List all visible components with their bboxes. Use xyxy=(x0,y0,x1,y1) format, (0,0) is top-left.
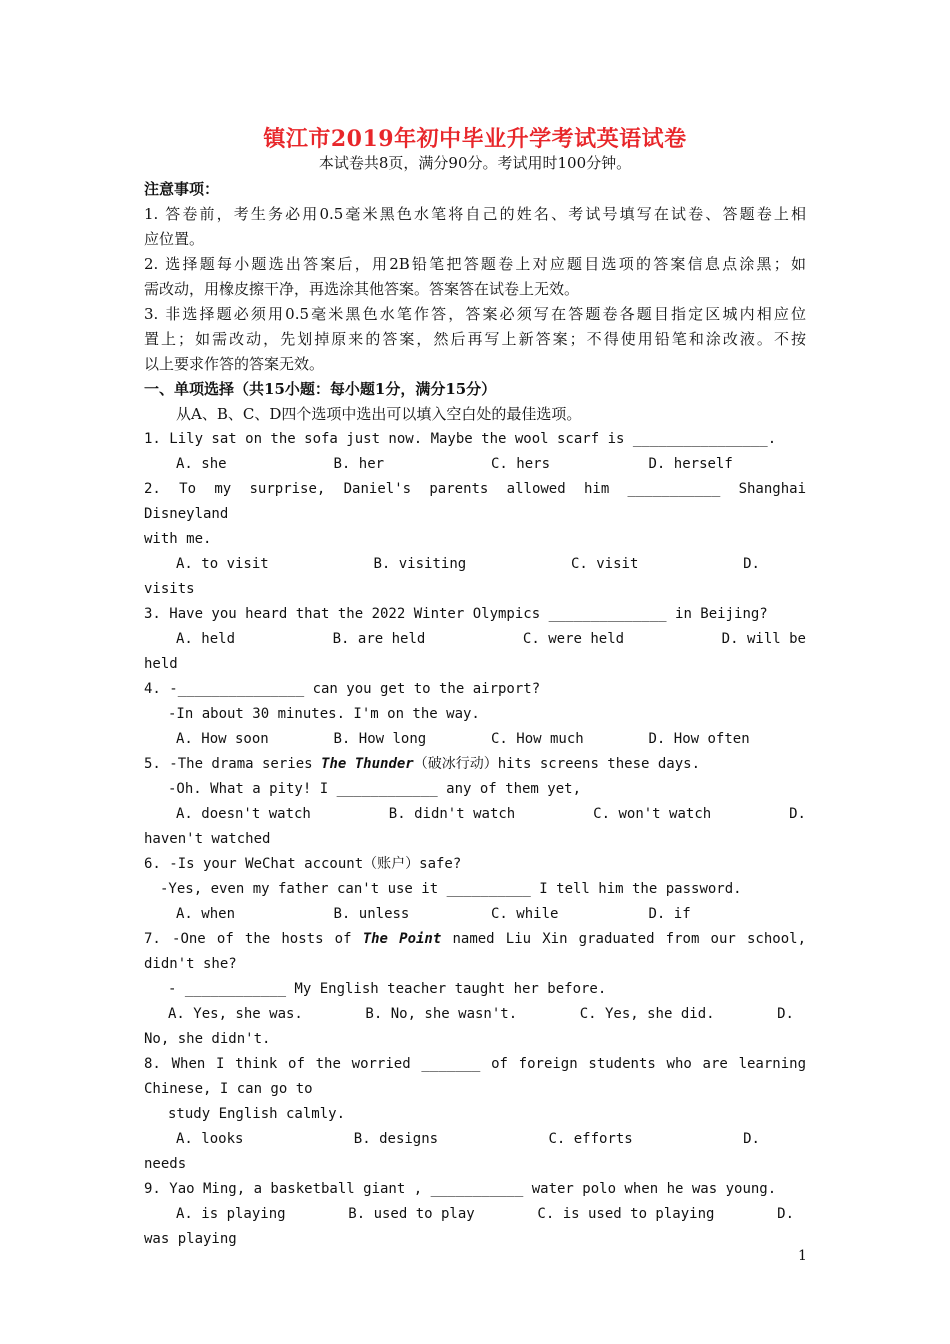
question-1-options xyxy=(144,452,806,477)
question-6-options xyxy=(144,902,806,927)
note-1-line-2: 应位置。 xyxy=(144,230,205,248)
q7-option-b: B. No, she wasn't. xyxy=(365,1006,518,1022)
question-4-answer-line: -In about 30 minutes. I'm on the way. xyxy=(168,706,480,722)
q6-option-a: A. when xyxy=(176,906,236,922)
q2-option-b: B. visiting xyxy=(373,556,467,572)
question-7-stem xyxy=(144,927,806,952)
q3-option-c: C. were held xyxy=(522,631,625,647)
question-2-option-d-wrap: visits xyxy=(144,581,195,597)
note-3-line-2: 置上；如需改动，先划掉原来的答案，然后再写上新答案；不得使用铅笔和涂改液。不按 xyxy=(144,330,806,348)
question-7-stem-cont: didn't she? xyxy=(144,956,237,972)
exam-subtitle: 本试卷共8页，满分90分。考试用时100分钟。 xyxy=(318,154,632,172)
q5-option-c: C. won't watch xyxy=(593,806,712,822)
q6-option-d: D. if xyxy=(648,906,691,922)
q8-option-a: A. looks xyxy=(176,1131,244,1147)
question-2-stem: 2. To my surprise, Daniel's parents allowed him ___________ Shanghai Disneyland xyxy=(144,481,806,522)
q6-option-b: B. unless xyxy=(333,906,410,922)
q7-stem-end: named Liu Xin graduated from our school, xyxy=(441,931,807,947)
notes-heading: 注意事项： xyxy=(144,180,220,198)
note-2-line-2: 需改动，用橡皮擦干净，再选涂其他答案。答案答在试卷上无效。 xyxy=(144,280,580,298)
question-6-answer-line: -Yes, even my father can't use it __________ I tell him the password. xyxy=(160,881,742,897)
q8-option-b: B. designs xyxy=(353,1131,439,1147)
q9-option-d: D. xyxy=(777,1206,794,1222)
note-3-line-3: 以上要求作答的答案无效。 xyxy=(144,355,325,373)
q1-option-d: D. herself xyxy=(648,456,733,472)
question-5-answer-line: -Oh. What a pity! I ____________ any of them yet, xyxy=(168,781,582,797)
q7-option-a: A. Yes, she was. xyxy=(168,1006,303,1022)
q3-option-b: B. are held xyxy=(332,631,426,647)
q4-option-a: A. How soon xyxy=(176,731,269,747)
question-2-stem-cont: with me. xyxy=(144,531,212,547)
question-9-stem: 9. Yao Ming, a basketball giant , ___________ water polo when he was young. xyxy=(144,1181,777,1197)
q1-option-c: C. hers xyxy=(491,456,551,472)
q7-stem-title: The Point xyxy=(362,931,442,947)
question-8-option-d-wrap: needs xyxy=(144,1156,187,1172)
q5-stem-end: （破冰行动）hits screens these days. xyxy=(413,756,701,772)
q5-option-b: B. didn't watch xyxy=(388,806,516,822)
q3-option-a: A. held xyxy=(176,631,236,647)
q2-option-a: A. to visit xyxy=(176,556,269,572)
q9-option-c: C. is used to playing xyxy=(537,1206,715,1222)
question-1-stem: 1. Lily sat on the sofa just now. Maybe the wool scarf is ________________. xyxy=(144,431,777,447)
q6-option-c: C. while xyxy=(491,906,559,922)
q8-option-d: D. xyxy=(743,1131,760,1147)
question-5-stem xyxy=(144,752,806,777)
q8-option-c: C. efforts xyxy=(548,1131,633,1147)
q3-option-d: D. will be xyxy=(721,631,806,647)
page-number: 1 xyxy=(798,1248,807,1264)
note-3-line-1: 3. 非选择题必须用0.5毫米黑色水笔作答，答案必须写在答题卷各题目指定区城内相应位 xyxy=(144,305,806,323)
question-3-option-d-wrap: held xyxy=(144,656,178,672)
question-6-stem: 6. -Is your WeChat account（账户）safe? xyxy=(144,856,462,872)
question-3-options xyxy=(144,627,806,652)
q5-option-d: D. xyxy=(789,806,806,822)
section-heading: 一、单项选择（共15小题：每小题1分，满分15分） xyxy=(144,380,497,398)
question-8-stem: 8. When I think of the worried _______ of foreign students who are learning xyxy=(144,1056,806,1072)
question-5-options xyxy=(144,802,806,827)
exam-body xyxy=(144,177,806,1252)
note-2-line-1: 2. 选择题每小题选出答案后，用2B铅笔把答题卷上对应题目选项的答案信息点涂黑；如 xyxy=(144,255,806,273)
q5-stem-title: The Thunder xyxy=(321,756,414,772)
question-4-options xyxy=(144,727,806,752)
q1-option-b: B. her xyxy=(333,456,385,472)
q9-option-a: A. is playing xyxy=(176,1206,286,1222)
question-5-option-d-wrap: haven't watched xyxy=(144,831,271,847)
q5-option-a: A. doesn't watch xyxy=(176,806,311,822)
q7-option-d: D. xyxy=(777,1006,794,1022)
exam-title: 镇江市2019年初中毕业升学考试英语试卷 xyxy=(263,126,687,152)
question-7-options xyxy=(144,1002,806,1027)
section-instruction: 从A、B、C、D四个选项中选出可以填入空白处的最佳选项。 xyxy=(176,405,582,423)
question-4-stem: 4. -_______________ can you get to the airport? xyxy=(144,681,541,697)
q7-stem-start: 7. -One of the hosts of xyxy=(144,931,363,947)
question-3-stem: 3. Have you heard that the 2022 Winter Olympics ______________ in Beijing? xyxy=(144,606,768,622)
q4-option-b: B. How long xyxy=(333,731,427,747)
question-8-options xyxy=(144,1127,806,1152)
q7-option-c: C. Yes, she did. xyxy=(579,1006,715,1022)
question-8-stem-cont: Chinese, I can go to xyxy=(144,1081,313,1097)
q4-option-d: D. How often xyxy=(648,731,750,747)
q4-option-c: C. How much xyxy=(491,731,584,747)
q9-option-b: B. used to play xyxy=(348,1206,475,1222)
q1-option-a: A. she xyxy=(176,456,227,472)
question-9-option-d-wrap: was playing xyxy=(144,1231,237,1247)
q2-option-c: C. visit xyxy=(570,556,639,572)
q2-option-d: D. xyxy=(743,556,760,572)
q5-stem-start: 5. -The drama series xyxy=(144,756,322,772)
question-7-answer-line: - ____________ My English teacher taught her before. xyxy=(168,981,607,997)
question-7-option-d-wrap: No, she didn't. xyxy=(144,1031,271,1047)
question-9-options xyxy=(144,1202,806,1227)
question-8-stem-cont-2: study English calmly. xyxy=(168,1106,346,1122)
note-1-line-1: 1. 答卷前，考生务必用0.5毫米黑色水笔将自己的姓名、考试号填写在试卷、答题卷上相 xyxy=(144,205,806,223)
question-2-options xyxy=(144,552,806,577)
